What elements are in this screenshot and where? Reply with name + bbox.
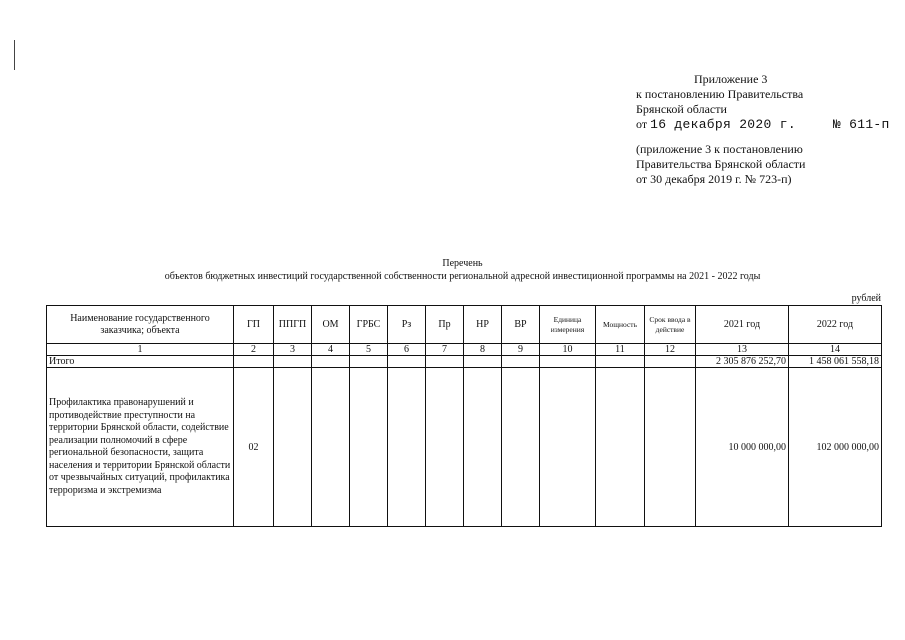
annex-line-2: к постановлению Правительства — [636, 87, 804, 101]
header-nr: НР — [464, 306, 502, 344]
header-term: Срок ввода в действие — [645, 306, 696, 344]
index-cell: 5 — [350, 344, 388, 356]
index-cell: 3 — [274, 344, 312, 356]
header-row — [47, 306, 882, 344]
annex-date-prefix: от — [636, 117, 648, 131]
index-cell: 12 — [645, 344, 696, 356]
index-cell: 7 — [426, 344, 464, 356]
index-cell: 13 — [696, 344, 789, 356]
document-subtitle: объектов бюджетных инвестиций государственной собственности региональной адресной инвестиционной программы на 2021 - 2022 годы — [164, 271, 761, 282]
annex-number: № 611-п — [832, 117, 890, 132]
currency-unit: рублей — [851, 293, 881, 304]
object-name: Профилактика правонарушений и противодействие преступности на территории Брянской области, содействие реализации полномочий в сфере региональной безопасности, защита населения и территории Брянской области от чрезвычайных ситуаций, профилактика терроризма и экстремизма — [47, 368, 234, 527]
index-row — [47, 344, 882, 356]
annex-prev-3: от 30 декабря 2019 г. № 723-п) — [636, 172, 792, 186]
annex-prev-2: Правительства Брянской области — [636, 157, 806, 171]
index-cell: 8 — [464, 344, 502, 356]
index-cell: 11 — [596, 344, 645, 356]
total-row — [47, 356, 882, 368]
investment-table — [46, 305, 882, 527]
total-label: Итого — [47, 356, 234, 368]
annex-date-line — [636, 117, 896, 132]
header-2021: 2021 год — [696, 306, 789, 344]
index-cell: 10 — [540, 344, 596, 356]
header-power: Мощность — [596, 306, 645, 344]
object-2022: 102 000 000,00 — [789, 368, 882, 527]
annex-title: Приложение 3 — [694, 72, 768, 86]
index-cell: 9 — [502, 344, 540, 356]
index-cell: 14 — [789, 344, 882, 356]
header-ppgp: ППГП — [274, 306, 312, 344]
header-2022: 2022 год — [789, 306, 882, 344]
header-pr: Пр — [426, 306, 464, 344]
index-cell: 6 — [388, 344, 426, 356]
object-gp: 02 — [234, 368, 274, 527]
header-om: ОМ — [312, 306, 350, 344]
total-2022: 1 458 061 558,18 — [789, 356, 882, 368]
object-2021: 10 000 000,00 — [696, 368, 789, 527]
header-name: Наименование государственного заказчика; объекта — [47, 306, 234, 344]
annex-date: 16 декабря 2020 г. — [650, 117, 796, 132]
header-rz: Рз — [388, 306, 426, 344]
header-vr: ВР — [502, 306, 540, 344]
header-unit: Единица измерения — [540, 306, 596, 344]
header-grbs: ГРБС — [350, 306, 388, 344]
header-gp: ГП — [234, 306, 274, 344]
annex-line-3: Брянской области — [636, 102, 727, 116]
index-cell: 2 — [234, 344, 274, 356]
scan-artifact — [14, 40, 15, 70]
annex-block — [636, 72, 896, 187]
table-row — [47, 368, 882, 527]
total-2021: 2 305 876 252,70 — [696, 356, 789, 368]
index-cell: 4 — [312, 344, 350, 356]
index-cell: 1 — [47, 344, 234, 356]
annex-prev-1: (приложение 3 к постановлению — [636, 142, 803, 156]
document-title: Перечень — [442, 258, 483, 269]
